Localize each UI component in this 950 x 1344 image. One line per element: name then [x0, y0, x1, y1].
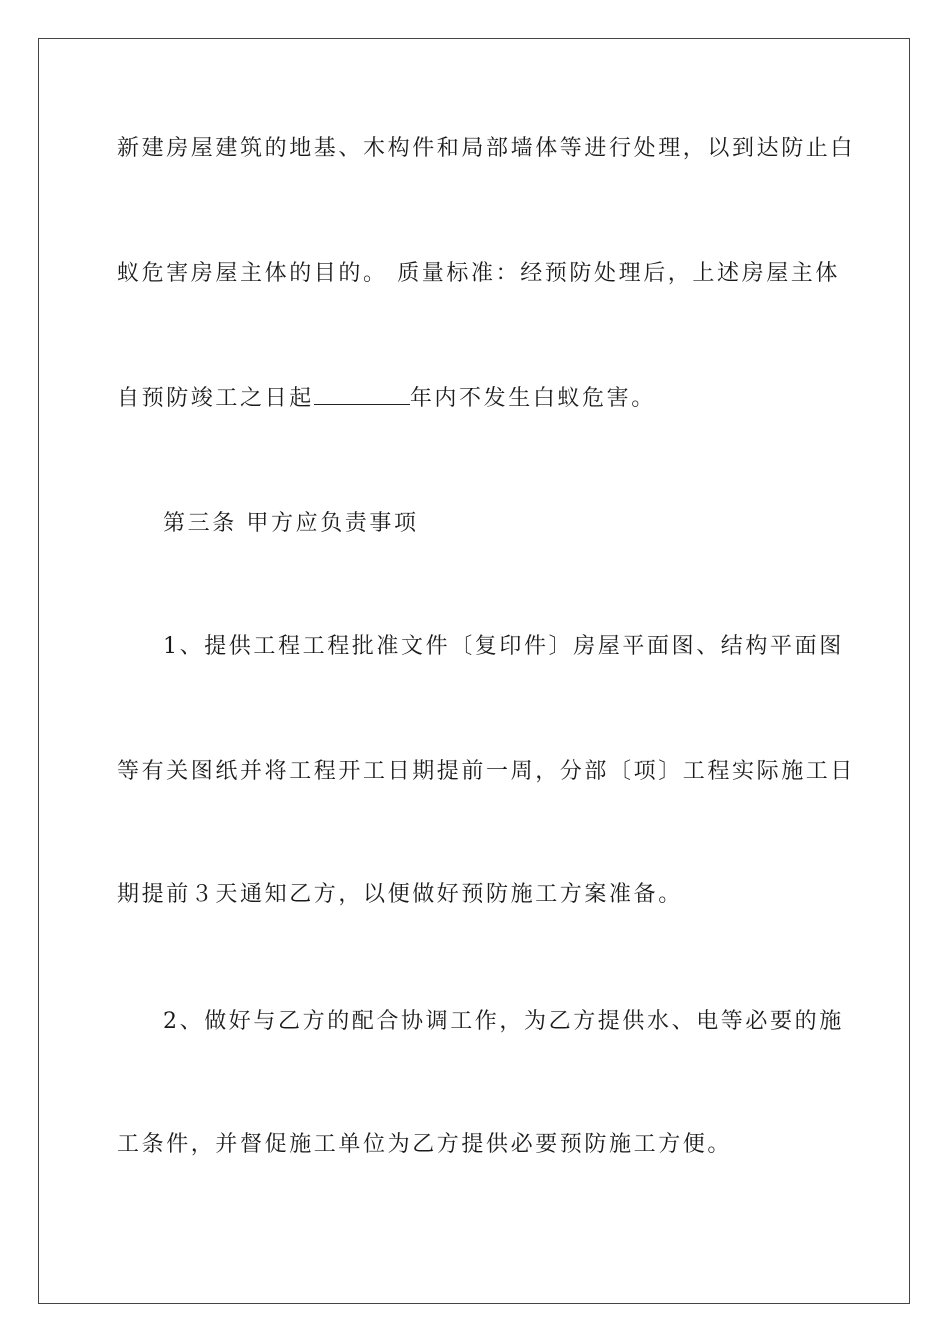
item-1-line-3: 期提前３天通知乙方，以便做好预防施工方案准备。	[117, 882, 683, 907]
paragraph-line-3	[117, 384, 833, 414]
page-border	[38, 38, 910, 1304]
article-3-heading: 第三条 甲方应负责事项	[163, 511, 419, 536]
line-3-text-after-blank: 年内不发生白蚁危害。	[409, 386, 656, 411]
item-1-line-2: 等有关图纸并将工程开工日期提前一周，分部〔项〕工程实际施工日	[117, 759, 856, 784]
item-2-line-1: 2、做好与乙方的配合协调工作，为乙方提供水、电等必要的施	[163, 1009, 844, 1034]
paragraph-line-2: 蚁危害房屋主体的目的。 质量标准：经预防处理后，上述房屋主体	[117, 261, 840, 286]
fill-in-blank	[314, 384, 410, 405]
line-3-text-before-blank: 自预防竣工之日起	[117, 386, 314, 411]
item-1-line-1: 1、提供工程工程批准文件〔复印件〕房屋平面图、结构平面图	[163, 634, 844, 659]
item-2-line-2: 工条件，并督促施工单位为乙方提供必要预防施工方便。	[117, 1132, 733, 1157]
paragraph-line-1: 新建房屋建筑的地基、木构件和局部墙体等进行处理，以到达防止白	[117, 136, 856, 161]
